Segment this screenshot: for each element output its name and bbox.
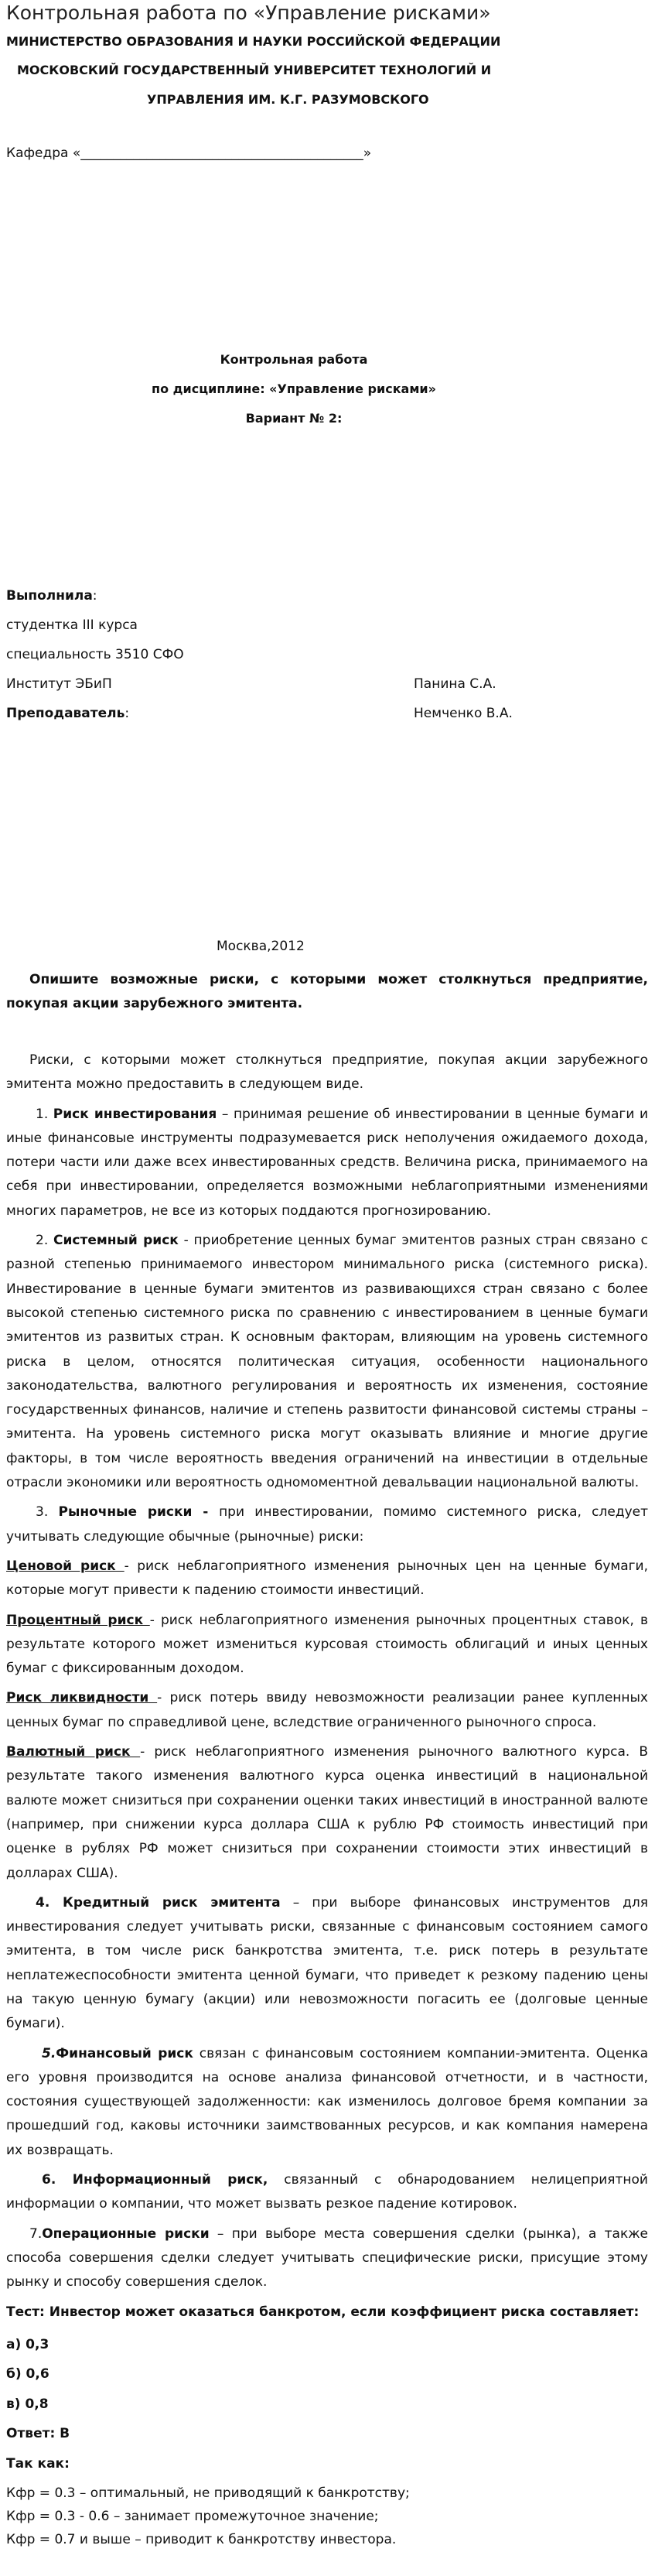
teacher-name: Немченко В.А. — [414, 706, 513, 721]
risk4-number: 4. — [36, 1894, 63, 1911]
risk4-paragraph — [6, 1891, 648, 2037]
risk2-paragraph — [6, 1229, 648, 1495]
risk7-paragraph — [6, 2222, 648, 2295]
risk4-text: – при выборе финансовых инструментов для инвестирования следует учитывать риски, связанные с финансовым состоянием самого эмитента, в том числе риск банкротства эмитента, т.е. риск потерь в результате неплатежеспособности эмитента ценной бумаги, что приведет к резкому падению цены на такую ценную бумагу (акции) или невозможности погасить ее (долговые ценные бумаги). — [6, 1894, 649, 2032]
performer-course: студентка III курса — [6, 617, 138, 633]
risk7-number: 7. — [29, 2225, 43, 2242]
sub-currency-risk — [6, 1740, 648, 1886]
test-answer: Ответ: В — [6, 2426, 70, 2442]
risk6-text: связанный с обнародованием нелицеприятной информации о компании, что может вызвать резкое падение котировок. — [6, 2172, 648, 2212]
risk7-text: – при выборе места совершения сделки (рынка), а также способа совершения сделки следует учитывать специфические риски, присущие этому рынку и способу совершения сделок. — [6, 2225, 648, 2290]
interest-risk-text: - риск неблагоприятного изменения рыночных процентных ставок, в результате которого может измениться курсовая стоимость облигаций и иных ценных бумаг с фиксированным доходом. — [6, 1612, 648, 1677]
performer-institute: Институт ЭБиП — [6, 676, 112, 692]
interest-risk-name: Процентный риск — [6, 1612, 150, 1628]
performer-colon: : — [92, 588, 97, 604]
currency-risk-name: Валютный риск — [6, 1744, 141, 1760]
risk3-paragraph — [6, 1500, 648, 1549]
risk5-number: 5. — [42, 2045, 56, 2061]
teacher-label-text: Преподаватель — [6, 706, 125, 721]
kfr-list — [6, 2482, 648, 2551]
risk5-text: связан с финансовым состоянием компании-эмитента. Оценка его уровня производится на основе анализа финансовой отчетности, и в частности, состояния существующей задолженности: как изменилось долговое бремя компании за прошедший год, каковы источники заимствованных ресурсов, и как компания намерена их возвращать. — [6, 2045, 648, 2158]
risk3-text: при инвестировании, помимо системного риска, следует учитывать следующие обычные (рыночные) риски: — [6, 1504, 649, 1545]
risk1-text: – принимая решение об инвестировании в ценные бумаги и иные финансовые инструменты подразумевается риск неполучения ожидаемого дохода, потери части или даже всех инвестированных средств. Величина риска, принимаемого на себя при инвестировании, определяется возможными неблагоприятными изменениями многих параметров, не все из которых поддаются прогнозированию. — [6, 1106, 649, 1219]
test-question: Тест: Инвестор может оказаться банкротом, если коэффициент риска составляет: — [6, 2304, 640, 2320]
work-discipline: по дисциплине: «Управление рисками» — [152, 381, 436, 396]
performer-label-text: Выполнила — [6, 588, 93, 604]
document-title: Контрольная работа по «Управление рисками» — [6, 2, 491, 24]
kfr-line-1: Кфр = 0.3 – оптимальный, не приводящий к банкротству; — [6, 2485, 410, 2502]
question-text: Опишите возможные риски, с которыми может столкнуться предприятие, покупая акции зарубежного эмитента. — [6, 972, 648, 1012]
work-title: Контрольная работа — [220, 352, 368, 367]
test-option-a: а) 0,3 — [6, 2336, 49, 2352]
risk4-name: Кредитный риск эмитента — [63, 1894, 281, 1911]
intro-paragraph: Риски, с которыми может столкнуться предприятие, покупая акции зарубежного эмитента можно предоставить в следующем виде. — [6, 1052, 648, 1093]
teacher-label — [6, 706, 129, 721]
question-block — [6, 968, 648, 1017]
risk6-name: Информационный риск, — [72, 2172, 268, 2188]
content — [6, 1049, 648, 2551]
university-line-2: УПРАВЛЕНИЯ ИМ. К.Г. РАЗУМОВСКОГО — [147, 92, 429, 107]
university-line: МОСКОВСКИЙ ГОСУДАРСТВЕННЫЙ УНИВЕРСИТЕТ ТЕХНОЛОГИЙ И — [17, 63, 492, 77]
sub-interest-risk — [6, 1609, 648, 1681]
performer-specialty: специальность 3510 СФО — [6, 647, 184, 662]
kfr-line-2: Кфр = 0.3 - 0.6 – занимает промежуточное значение; — [6, 2509, 379, 2525]
work-variant: Вариант № 2: — [245, 411, 343, 426]
city-year: Москва,2012 — [217, 939, 305, 954]
liquidity-risk-name: Риск ликвидности — [6, 1690, 158, 1706]
risk5-paragraph — [6, 2042, 648, 2163]
risk7-name: Операционные риски — [42, 2225, 210, 2242]
currency-risk-text: - риск неблагоприятного изменения рыночного валютного курса. В результате такого изменения валютного курса оценка инвестиций в национальной валюте может снизиться при сохранении оценки таких инвестиций в иностранной валюте (например, при снижении курса доллара США к рублю РФ стоимость инвестиций при оценке в рублях РФ может снизиться при сохранении стоимости этих инвестиций в долларах США). — [6, 1744, 649, 1881]
price-risk-text: - риск неблагоприятного изменения рыночных цен на ценные бумаги, которые могут привести к падению стоимости инвестиций. — [6, 1558, 649, 1599]
risk2-text: - приобретение ценных бумаг эмитентов разных стран связано с разной степенью принимаемого инвестором минимального риска (системного риска). Инвестирование в ценные бумаги эмитентов из развивающихся стран связано с более высокой степенью системного риска по сравнению с инвестированием в ценные бумаги эмитентов из развитых стран. К основным факторам, влияющим на уровень системного риска в целом, относятся политическая ситуация, особенности национального законодательства, валютного регулирования и вероятность их изменения, состояние государственных финансов, наличие и степень развитости финансовой системы страны – эмитента. На уровень системного риска могут оказывать влияние и многие другие факторы, в том числе вероятность введения ограничений на инвестиции в отдельные отрасли экономики или вероятность одномоментной девальвации национальной валюты. — [6, 1233, 649, 1491]
price-risk-name: Ценовой риск — [6, 1558, 125, 1574]
sub-price-risk — [6, 1555, 648, 1603]
test-because: Так как: — [6, 2455, 70, 2472]
test-option-b: б) 0,6 — [6, 2366, 49, 2383]
risk1-name: Риск инвестирования — [53, 1106, 217, 1122]
risk2-number: 2. — [36, 1233, 54, 1249]
risk1-paragraph — [6, 1103, 648, 1223]
risk3-number: 3. — [36, 1504, 59, 1521]
risk6-number: 6. — [42, 2172, 73, 2188]
risk2-name: Системный риск — [53, 1233, 179, 1249]
student-name: Панина С.А. — [414, 676, 496, 692]
teacher-colon: : — [125, 706, 130, 721]
test-option-c: в) 0,8 — [6, 2396, 49, 2412]
risk3-name: Рыночные риски - — [58, 1504, 220, 1521]
kfr-line-3: Кфр = 0.7 и выше – приводит к банкротству инвестора. — [6, 2532, 397, 2548]
performer-label — [6, 588, 97, 604]
risk1-number: 1. — [36, 1106, 53, 1122]
sub-liquidity-risk — [6, 1686, 648, 1735]
liquidity-risk-text: - риск потерь ввиду невозможности реализации ранее купленных ценных бумаг по справедливой цене, вследствие ограниченного рыночного спроса. — [6, 1690, 648, 1730]
test-block — [6, 2330, 648, 2479]
kafedra-line: Кафедра «___________________________________________» — [6, 145, 372, 161]
risk6-paragraph — [6, 2168, 648, 2217]
ministry-line: МИНИСТЕРСТВО ОБРАЗОВАНИЯ И НАУКИ РОССИЙСКОЙ ФЕДЕРАЦИИ — [6, 34, 501, 49]
risk5-name: Финансовый риск — [56, 2045, 193, 2061]
